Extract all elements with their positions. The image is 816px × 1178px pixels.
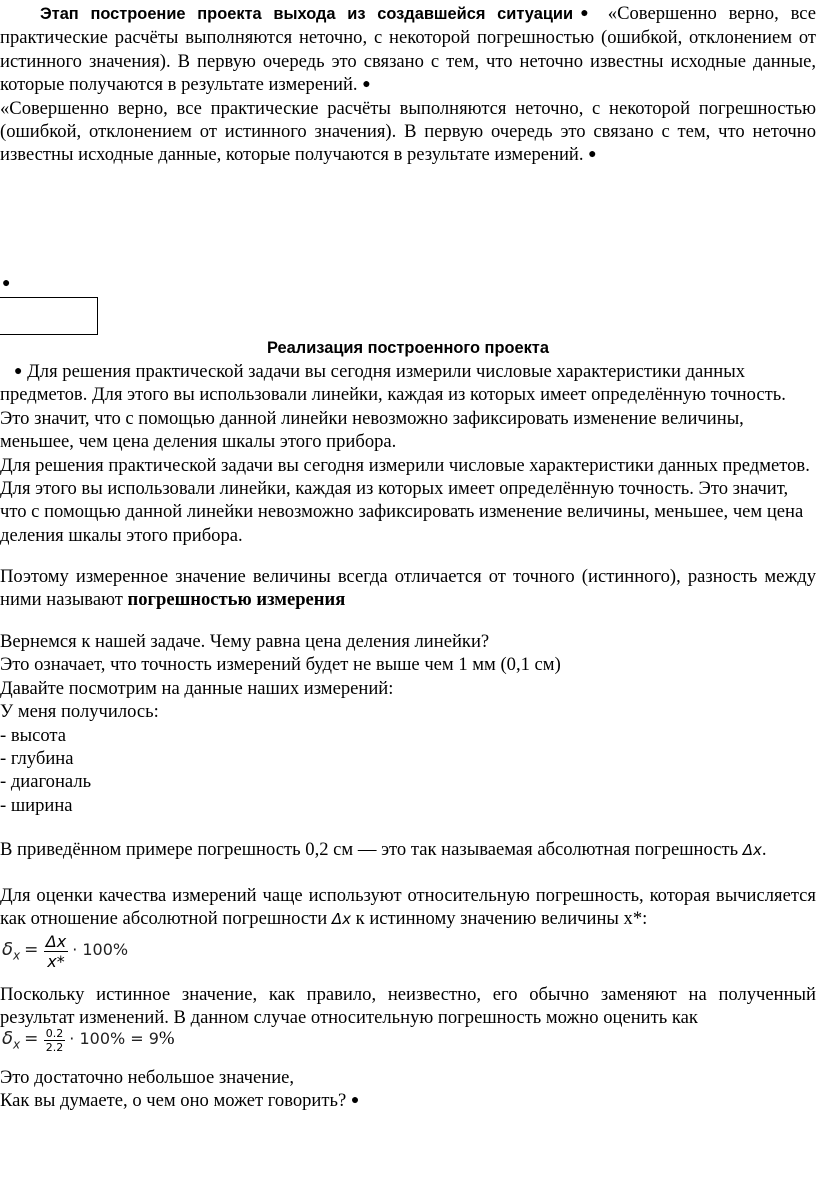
formula-lhs: δ (2, 1028, 14, 1050)
closing (0, 1066, 816, 1113)
task-line: У меня получилось: (0, 701, 159, 723)
error-term: погрешностью измерения (127, 589, 346, 611)
quote-inline: «Совершенно верно, все практические расчёты выполняются неточно, с некоторой погрешностью (ошибкой, отклонением от истинного значения). В первую очередь это связано с тем, что неточно известны исходные данные, которые получаются в результате измерений. (0, 3, 816, 96)
impl-paragraph-1: Для решения практической задачи вы сегодня измерили числовые характеристики данных предметов. Для этого вы использовали линейки, каждая из которых имеет определённую точность. Это значит, что с помощью данной линейки невозможно зафиксировать изменение величины, меньшее, чем цена деления шкалы этого прибора. (0, 361, 786, 453)
rel-error-paragraph (0, 884, 816, 932)
delta-x-symbol: Δx (331, 910, 351, 929)
bullet-icon: ● (14, 364, 23, 379)
task-line: Вернемся к нашей задаче. Чему равна цена деления линейки? (0, 631, 490, 652)
task-line: Давайте посмотрим на данные наших измерений: (0, 677, 394, 699)
formula-numerator: 0.2 (45, 1027, 64, 1040)
error-definition (0, 565, 816, 612)
closing-line-2 (0, 1089, 816, 1112)
formula-sub: x (13, 948, 21, 963)
formula-fraction (44, 932, 68, 971)
formula-lhs: δ (2, 939, 14, 961)
since-paragraph: Поскольку истинное значение, как правило, неизвестно, его обычно заменяют на полученный результат изменений. В данном случае относительную погрешность можно оценить как (0, 984, 816, 1029)
formula-relative-error: $\delta_x$ = $\frac{\Delta x}{x*}$ · 100% (2, 932, 129, 971)
formula-percent: % (158, 1028, 175, 1050)
quote-repeat: «Совершенно верно, все практические расчёты выполняются неточно, с некоторой погрешностью (ошибкой, отклонением от истинного значения). В первую очередь это связано с тем, что неточно известны исходные данные, которые получаются в результате измерений. (0, 97, 816, 166)
bullet-icon: ● (2, 276, 11, 291)
error-text: Поэтому измеренное значение величины всегда отличается от точного (истинного), разность между ними называют (0, 566, 816, 611)
closing-line-1: Это достаточно небольшое значение, (0, 1067, 295, 1088)
quote-repeat-paragraph (0, 97, 816, 167)
stage-section (0, 2, 816, 167)
closing-question: Как вы думаете, о чем оно может говорить? (0, 1090, 347, 1112)
abs-error-line: В приведённом примере погрешность 0,2 см — это так называемая абсолютная погрешность Δx. (0, 839, 767, 860)
formula-rhs: · 100% (72, 940, 129, 960)
formula-rhs: · 100% = 9 (69, 1029, 159, 1049)
measurement-item: - высота (0, 724, 67, 746)
impl-paragraph-2: Для решения практической задачи вы сегодня измерили числовые характеристики данных предметов. Для этого вы использовали линейки, каждая из которых имеет определённую точность. Это значит, что с помощью данной линейки невозможно зафиксировать изменение величины, меньшее, чем цена деления шкалы этого прибора. (0, 454, 810, 546)
measurement-item: - ширина (0, 794, 73, 816)
bullet-icon: ● (362, 77, 371, 93)
abs-error-text: В приведённом примере погрешность 0,2 см — это так называемая абсолютная погрешность (0, 839, 739, 860)
measurement-item: - глубина (0, 748, 74, 770)
impl-section (0, 360, 816, 547)
measurement-item: - диагональ (0, 771, 92, 793)
formula-denominator: 2.2 (45, 1041, 64, 1054)
empty-frame (0, 297, 98, 335)
rel-text-2: к истинному значению величины х*: (355, 908, 648, 930)
delta-x-symbol: Δx (742, 841, 762, 859)
task-line: Это означает, что точность измерений будет не выше чем 1 мм (0,1 см) (0, 654, 561, 676)
stage-heading: Этап построение проекта выхода из создавшейся ситуации (40, 5, 574, 23)
formula-numerator: Δx (45, 932, 67, 951)
formula-estimate: $\delta_x$ = $\frac{0.2}{2.2}$ · 100% = 9% (2, 1027, 175, 1054)
formula-denominator: x* (47, 952, 65, 971)
task-lines (0, 630, 816, 817)
formula-sub: x (13, 1037, 21, 1052)
formula-fraction (44, 1027, 66, 1054)
lone-bullet (2, 272, 816, 295)
bullet-icon: ● (588, 147, 597, 163)
bullet-icon: ● (573, 6, 596, 21)
impl-heading: Реализация построенного проекта (267, 339, 549, 357)
rel-text-1: Для оценки качества измерений чаще используют относительную погрешность, которая вычисляется как отношение абсолютной погрешности (0, 885, 816, 930)
bullet-icon: ● (350, 1093, 360, 1109)
